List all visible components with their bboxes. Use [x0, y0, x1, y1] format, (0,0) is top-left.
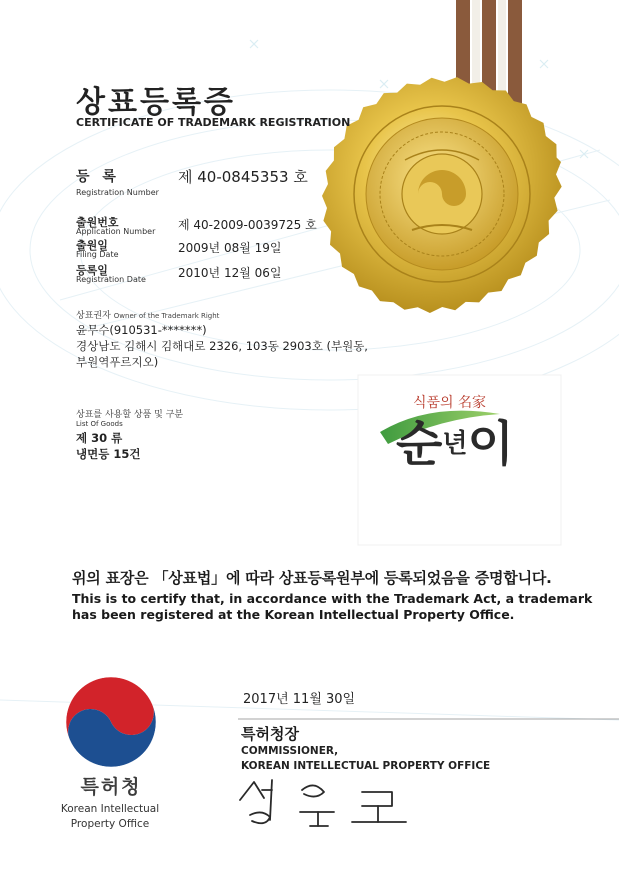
certification-statement-en-line1: This is to certify that, in accordance with the Trademark Act, a trademark [72, 591, 593, 606]
certificate-subtitle: CERTIFICATE OF TRADEMARK REGISTRATION [76, 116, 351, 129]
brand-wordmark [396, 405, 512, 474]
certification-statement-en-line2: has been registered at the Korean Intellectual Property Office. [72, 607, 515, 622]
goods-label: 상표를 사용할 상품 및 구분 [76, 410, 184, 420]
goods-class: 제 30 류 [76, 431, 123, 445]
certification-statement-kr: 위의 표장은 「상표법」에 따라 상표등록원부에 등록되었음을 증명합니다. [72, 569, 552, 587]
filing-label: 출원일 [76, 239, 108, 252]
brand-char-1: 순 [396, 416, 441, 472]
brand-tagline: 식품의 名家 [413, 395, 487, 411]
registration-date: 2010년 12월 06일 [178, 266, 282, 280]
commissioner-signature [240, 780, 406, 826]
issue-date: 2017년 11월 30일 [243, 692, 356, 707]
owner-label-en: Owner of the Trademark Right [113, 312, 220, 320]
goods-label-en: List Of Goods [76, 420, 123, 428]
registration-number: 제 40-0845353 호 [178, 168, 308, 186]
goods-items: 냉면등 15건 [76, 447, 141, 461]
office-name-en-line2: Property Office [70, 818, 150, 830]
office-name-kr: 특허청 [80, 776, 142, 798]
commissioner-title-kr: 특허청장 [241, 725, 299, 743]
office-name-en-line1: Korean Intellectual [60, 803, 160, 815]
owner-name: 윤무수(910531-*******) [76, 323, 207, 337]
kipo-logo [51, 662, 171, 782]
brand-char-3: 이 [467, 416, 512, 472]
registration-date-label: 등록일 [76, 264, 108, 277]
application-label-en: Application Number [76, 227, 156, 236]
registration-label: 등 록 [76, 169, 120, 185]
gold-seal [322, 77, 562, 313]
application-label: 출원번호 [76, 216, 119, 229]
certificate-title: 상표등록증 [76, 85, 236, 120]
owner-address-line1: 경상남도 김해시 김해대로 2326, 103동 2903호 (부원동, [76, 339, 368, 353]
application-number: 제 40-2009-0039725 호 [178, 218, 317, 232]
owner-label [76, 308, 219, 321]
filing-label-en: Filing Date [76, 250, 119, 259]
registration-label-en: Registration Number [76, 188, 159, 197]
registration-date-label-en: Registration Date [76, 275, 146, 284]
commissioner-title-en-line2: KOREAN INTELLECTUAL PROPERTY OFFICE [241, 760, 491, 772]
brand-char-2: 년 [442, 429, 466, 459]
commissioner-title-en-line1: COMMISSIONER, [241, 745, 339, 757]
owner-label-kr: 상표권자 [76, 311, 111, 321]
owner-address-line2: 부원역푸르지오) [76, 355, 159, 369]
filing-date: 2009년 08월 19일 [178, 241, 282, 255]
